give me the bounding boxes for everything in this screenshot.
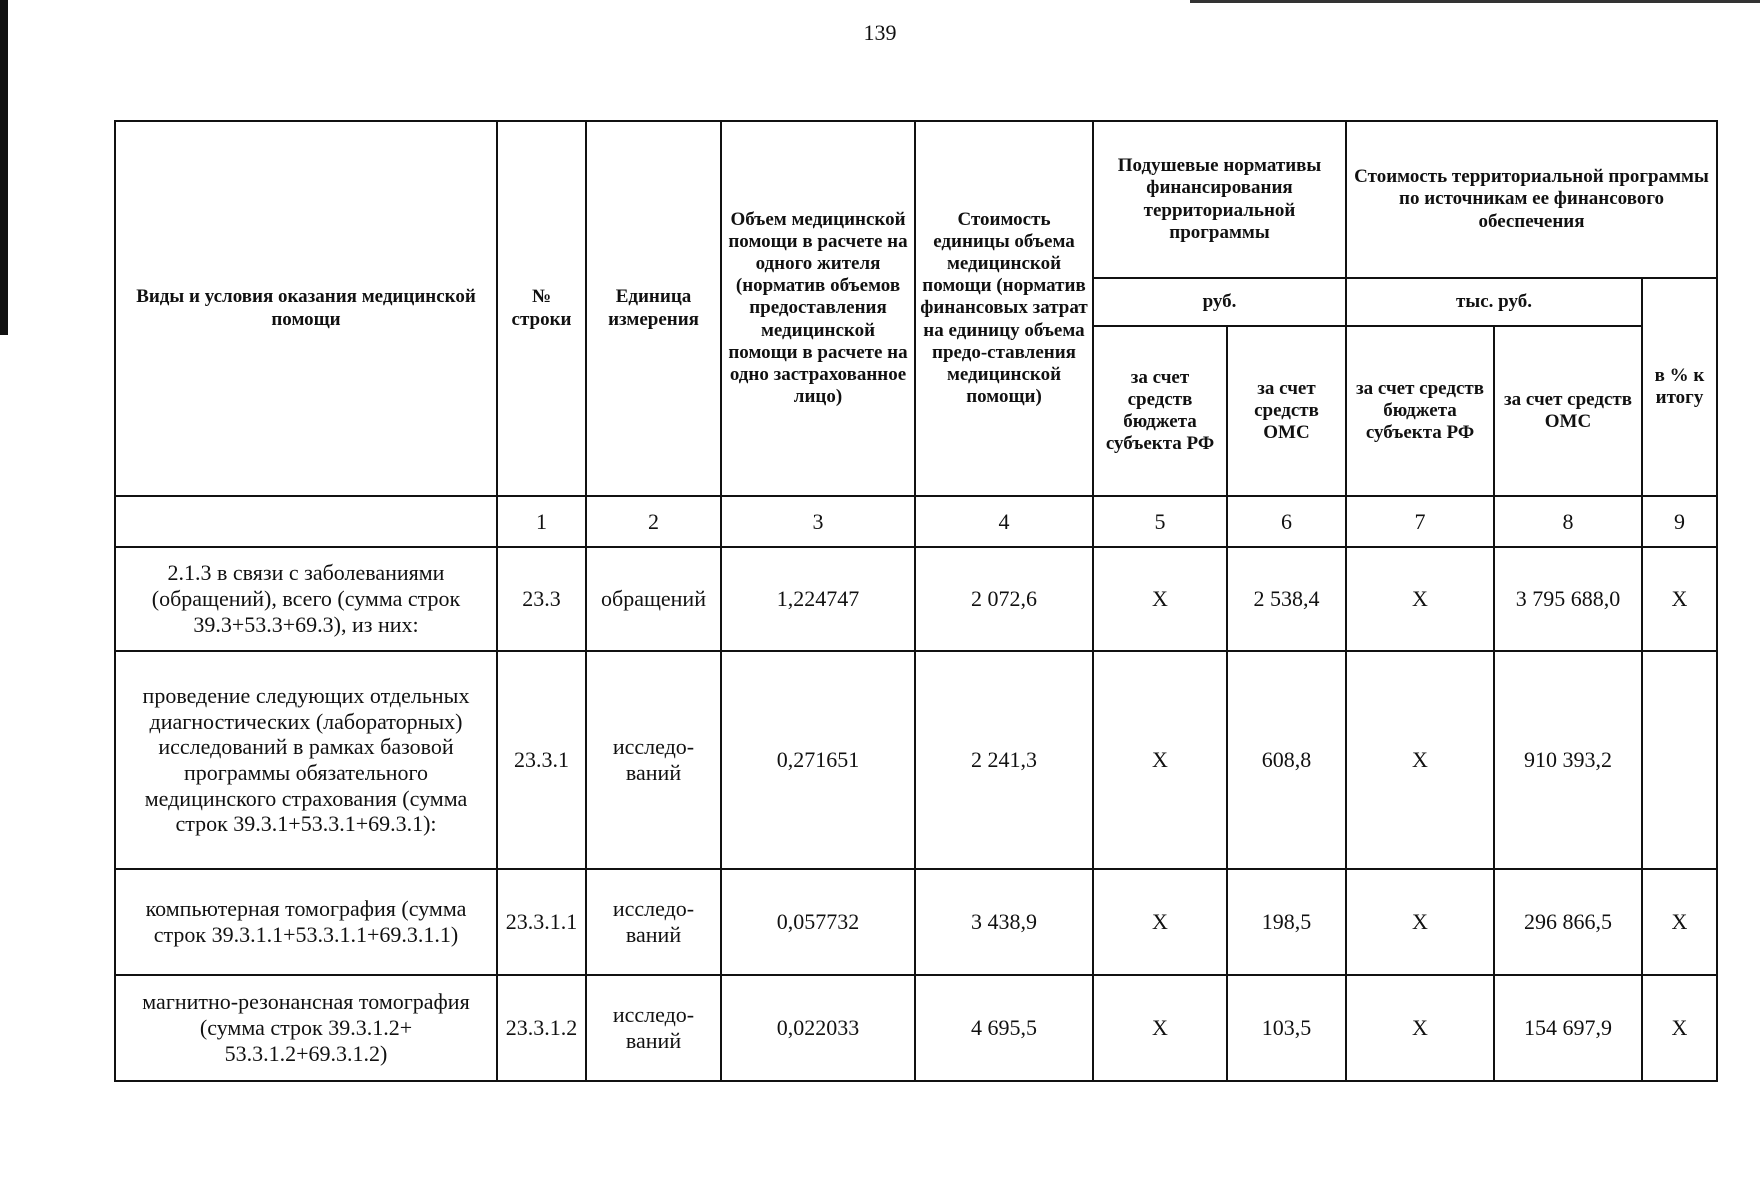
col-number: 4 [915, 496, 1093, 547]
row-percap-oms: 2 538,4 [1227, 547, 1346, 651]
header-cost: Стоимость единицы объема медицинской помощи (норматив финансовых затрат на единицу объема предо-ставления медицинской помощи) [915, 121, 1093, 496]
row-pct: X [1642, 975, 1717, 1081]
row-number: 23.3.1.1 [497, 869, 586, 975]
col-number: 9 [1642, 496, 1717, 547]
col-number: 3 [721, 496, 915, 547]
scan-top-line [1190, 0, 1760, 3]
row-cost-oms: 910 393,2 [1494, 651, 1642, 869]
col-number: 7 [1346, 496, 1494, 547]
col-number: 5 [1093, 496, 1227, 547]
table-row [115, 869, 1717, 975]
row-cost-budget: X [1346, 975, 1494, 1081]
header-unit: Единица измерения [586, 121, 721, 496]
row-percap-oms: 608,8 [1227, 651, 1346, 869]
row-percap-oms: 103,5 [1227, 975, 1346, 1081]
row-cost-oms: 3 795 688,0 [1494, 547, 1642, 651]
col-number: 8 [1494, 496, 1642, 547]
col-number-blank [115, 496, 497, 547]
header-thous-rub: тыс. руб. [1346, 278, 1642, 326]
row-percap-budget: X [1093, 975, 1227, 1081]
row-unit: исследо-ваний [586, 975, 721, 1081]
header-pct: в % к итогу [1642, 278, 1717, 496]
row-cost: 2 072,6 [915, 547, 1093, 651]
row-cost-budget: X [1346, 869, 1494, 975]
table-row [115, 975, 1717, 1081]
header-oms-rub: за счет средств ОМС [1227, 326, 1346, 496]
header-oms-thous: за счет средств ОМС [1494, 326, 1642, 496]
row-number: 23.3 [497, 547, 586, 651]
row-unit: исследо-ваний [586, 869, 721, 975]
row-percap-budget: X [1093, 651, 1227, 869]
header-group-percapita: Подушевые нормативы финансирования территориальной программы [1093, 121, 1346, 278]
page-number: 139 [863, 20, 897, 45]
row-name: 2.1.3 в связи с заболеваниями (обращений), всего (сумма строк 39.3+53.3+69.3), из них: [115, 547, 497, 651]
row-unit: исследо-ваний [586, 651, 721, 869]
header-row-no: № строки [497, 121, 586, 496]
row-percap-budget: X [1093, 547, 1227, 651]
column-numbers-row [115, 496, 1717, 547]
row-volume: 0,022033 [721, 975, 915, 1081]
header-volume: Объем медицинской помощи в расчете на одного жителя (норматив объемов предоставления медицинской помощи в расчете на одно застрахованное лицо) [721, 121, 915, 496]
header-budget-rub: за счет средств бюджета субъекта РФ [1093, 326, 1227, 496]
row-cost-oms: 296 866,5 [1494, 869, 1642, 975]
row-name: компьютерная томография (сумма строк 39.3.1.1+53.3.1.1+69.3.1.1) [115, 869, 497, 975]
row-cost: 2 241,3 [915, 651, 1093, 869]
header-rub: руб. [1093, 278, 1346, 326]
row-number: 23.3.1 [497, 651, 586, 869]
row-cost: 4 695,5 [915, 975, 1093, 1081]
row-volume: 1,224747 [721, 547, 915, 651]
row-percap-budget: X [1093, 869, 1227, 975]
row-cost-oms: 154 697,9 [1494, 975, 1642, 1081]
row-unit: обращений [586, 547, 721, 651]
row-cost: 3 438,9 [915, 869, 1093, 975]
row-volume: 0,271651 [721, 651, 915, 869]
row-number: 23.3.1.2 [497, 975, 586, 1081]
row-cost-budget: X [1346, 547, 1494, 651]
row-name: магнитно-резонансная томография (сумма строк 39.3.1.2+ 53.3.1.2+69.3.1.2) [115, 975, 497, 1081]
row-cost-budget: X [1346, 651, 1494, 869]
col-number: 6 [1227, 496, 1346, 547]
row-percap-oms: 198,5 [1227, 869, 1346, 975]
financing-table [114, 120, 1718, 1082]
row-pct [1642, 651, 1717, 869]
header-name: Виды и условия оказания медицинской помощи [115, 121, 497, 496]
row-pct: X [1642, 869, 1717, 975]
header-budget-thous: за счет средств бюджета субъекта РФ [1346, 326, 1494, 496]
table-row [115, 547, 1717, 651]
row-name: проведение следующих отдельных диагностических (лабораторных) исследований в рамках базовой программы обязательного медицинского страхования (сумма строк 39.3.1+53.3.1+69.3.1): [115, 651, 497, 869]
col-number: 2 [586, 496, 721, 547]
header-group-program-cost: Стоимость территориальной программы по источникам ее финансового обеспечения [1346, 121, 1717, 278]
col-number: 1 [497, 496, 586, 547]
row-pct: X [1642, 547, 1717, 651]
table-row [115, 651, 1717, 869]
row-volume: 0,057732 [721, 869, 915, 975]
scan-left-edge [0, 0, 8, 335]
